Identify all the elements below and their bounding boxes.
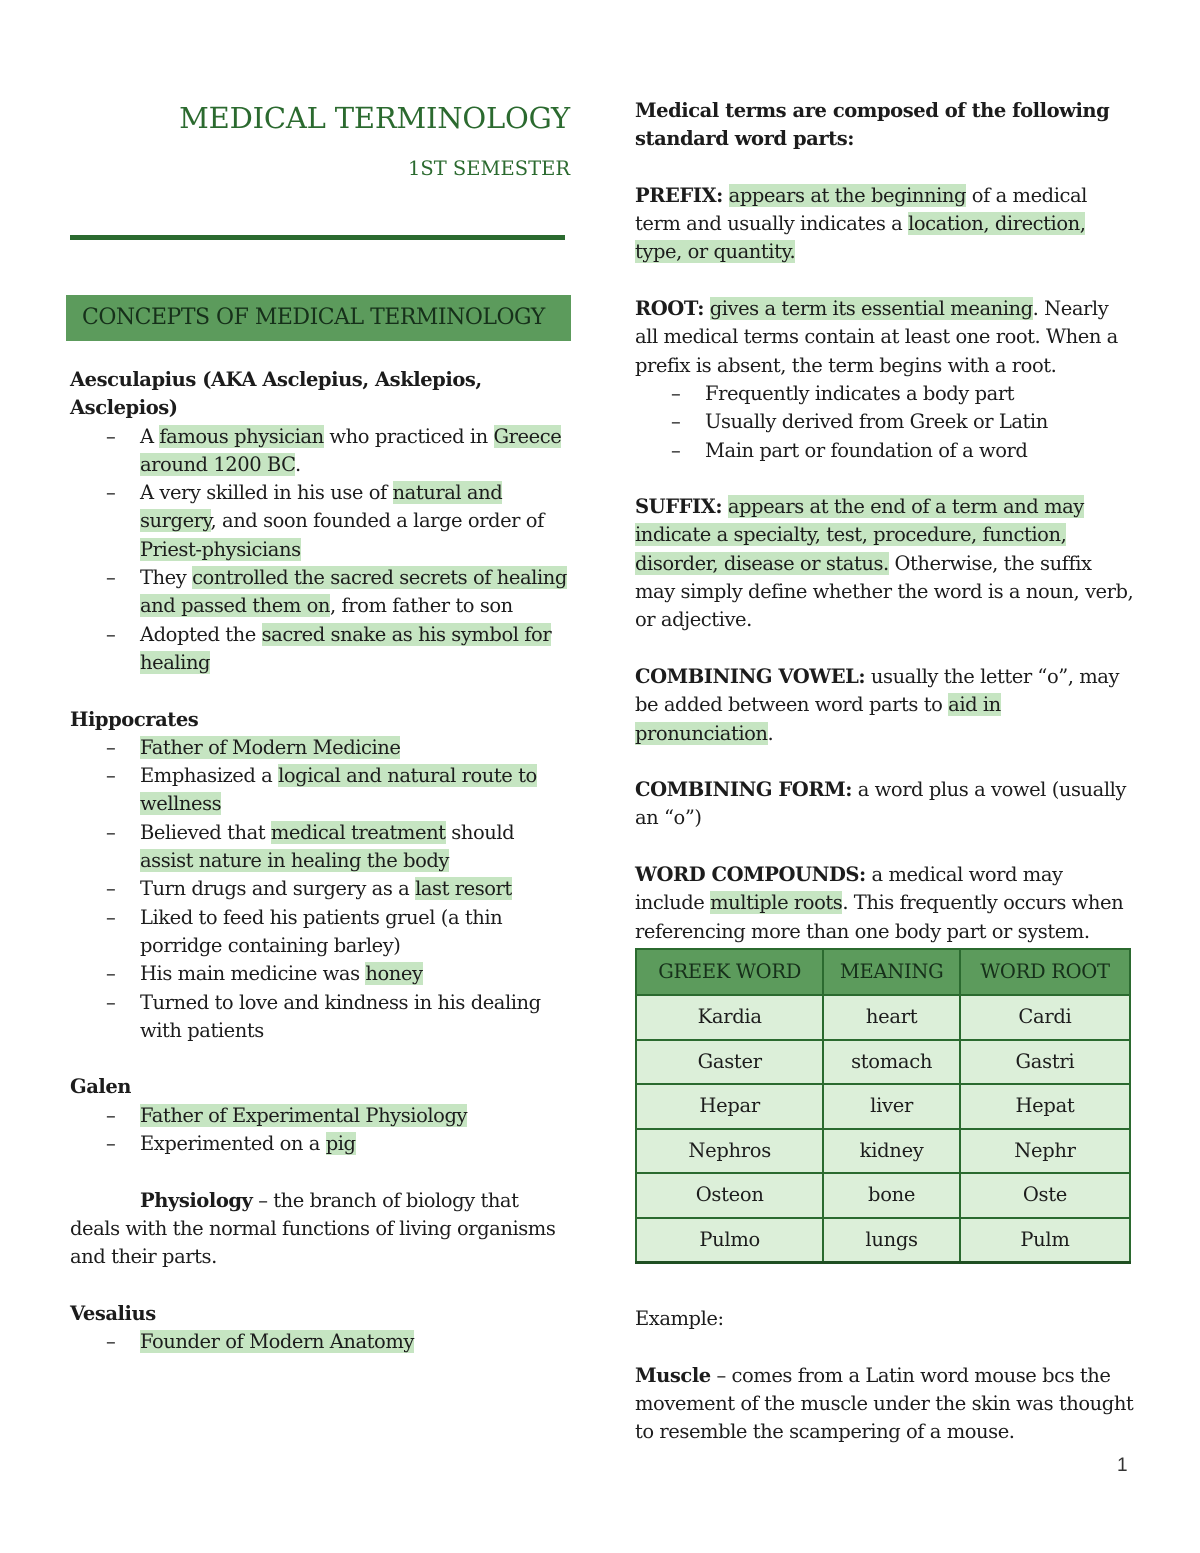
combining-form-definition: COMBINING FORM: a word plus a vowel (usually an “o”) (635, 778, 1126, 830)
table-row (636, 1173, 1130, 1218)
list-item: – A very skilled in his use of natural and surgery, and soon founded a large order of Priest-physicians (70, 479, 570, 564)
physiology-definition: Physiology – the branch of biology that deals with the normal functions of living organisms and their parts. (70, 1188, 556, 1269)
aesculapius-heading: Aesculapius (AKA Asclepius, Asklepios, Asclepios) (70, 368, 482, 420)
table-cell: kidney (823, 1129, 960, 1174)
table-row (636, 995, 1130, 1040)
hippocrates-heading: Hippocrates (70, 707, 199, 731)
column-header: GREEK WORD (636, 949, 823, 995)
list-item: – They controlled the sacred secrets of healing and passed them on, from father to son (70, 564, 570, 621)
example-label: Example: (635, 1307, 724, 1330)
example-section (635, 1305, 1135, 1446)
greek-word-table (635, 948, 1131, 1264)
table-cell: Oste (960, 1173, 1130, 1218)
list-item: – Adopted the sacred snake as his symbol for healing (70, 621, 570, 678)
column-header: WORD ROOT (960, 949, 1130, 995)
combining-vowel-definition: COMBINING VOWEL: usually the letter “o”, may be added between word parts to aid in pronunciation. (635, 664, 1120, 745)
suffix-definition: SUFFIX: appears at the end of a term and may indicate a specialty, test, procedure, function, disorder, disease or status. Otherwise, the suffix may simply define whether the word is a noun, verb, or adjective. (635, 495, 1134, 632)
list-item: – Founder of Modern Anatomy (70, 1328, 570, 1356)
document-title: MEDICAL TERMINOLOGY (179, 101, 570, 135)
list-item: – Father of Modern Medicine (70, 734, 570, 762)
galen-heading: Galen (70, 1075, 132, 1099)
table-cell: liver (823, 1084, 960, 1129)
table-cell: Gaster (636, 1040, 823, 1085)
table-cell: Hepat (960, 1084, 1130, 1129)
galen-list (70, 1102, 570, 1159)
table-row (636, 1218, 1130, 1263)
vesalius-heading: Vesalius (70, 1301, 156, 1325)
table-cell: Gastri (960, 1040, 1130, 1085)
table-cell: heart (823, 995, 960, 1040)
table-cell: Kardia (636, 995, 823, 1040)
section-banner: CONCEPTS OF MEDICAL TERMINOLOGY (66, 295, 571, 341)
list-item: – Emphasized a logical and natural route to wellness (70, 762, 570, 819)
root-definition: ROOT: gives a term its essential meaning. Nearly all medical terms contain at least one root. When a prefix is absent, the term begins with a root. (635, 297, 1118, 377)
muscle-example: Muscle – comes from a Latin word mouse bcs the movement of the muscle under the skin was thought to resemble the scampering of a mouse. (635, 1363, 1134, 1444)
list-item: – Turned to love and kindness in his dealing with patients (70, 989, 570, 1046)
table-row (636, 1129, 1130, 1174)
page-number: 1 (1117, 1455, 1128, 1476)
table-row (636, 1084, 1130, 1129)
table-cell: Pulm (960, 1218, 1130, 1263)
root-list (635, 380, 1135, 465)
prefix-definition: PREFIX: appears at the beginning of a medical term and usually indicates a location, direction, type, or quantity. (635, 183, 1087, 264)
hippocrates-list (70, 734, 570, 1045)
word-parts-content (635, 97, 1135, 946)
column-header: MEANING (823, 949, 960, 995)
table-cell: Nephros (636, 1129, 823, 1174)
table-cell: lungs (823, 1218, 960, 1263)
table-header-row (636, 949, 1130, 995)
list-item: – Usually derived from Greek or Latin (635, 408, 1135, 436)
table-cell: Hepar (636, 1084, 823, 1129)
word-parts-intro: Medical terms are composed of the following standard word parts: (635, 99, 1110, 151)
list-item: – Main part or foundation of a word (635, 437, 1135, 465)
table-cell: Nephr (960, 1129, 1130, 1174)
table-cell: Osteon (636, 1173, 823, 1218)
list-item: – Turn drugs and surgery as a last resort (70, 875, 570, 903)
vesalius-list (70, 1328, 570, 1356)
list-item: – Father of Experimental Physiology (70, 1102, 570, 1130)
list-item: – His main medicine was honey (70, 960, 570, 988)
table-cell: stomach (823, 1040, 960, 1085)
aesculapius-list (70, 423, 570, 678)
list-item: – Frequently indicates a body part (635, 380, 1135, 408)
left-content (70, 366, 570, 1356)
table-cell: Pulmo (636, 1218, 823, 1263)
list-item: – Liked to feed his patients gruel (a thin porridge containing barley) (70, 904, 570, 961)
table-cell: bone (823, 1173, 960, 1218)
table-row (636, 1040, 1130, 1085)
title-divider (70, 235, 565, 240)
document-subtitle: 1ST SEMESTER (407, 157, 570, 180)
word-compounds-definition: WORD COMPOUNDS: a medical word may include multiple roots. This frequently occurs when referencing more than one body part or system. (635, 863, 1124, 943)
list-item: – Believed that medical treatment should assist nature in healing the body (70, 819, 570, 876)
list-item: – Experimented on a pig (70, 1130, 570, 1158)
list-item: – A famous physician who practiced in Greece around 1200 BC. (70, 423, 570, 480)
table-cell: Cardi (960, 995, 1130, 1040)
